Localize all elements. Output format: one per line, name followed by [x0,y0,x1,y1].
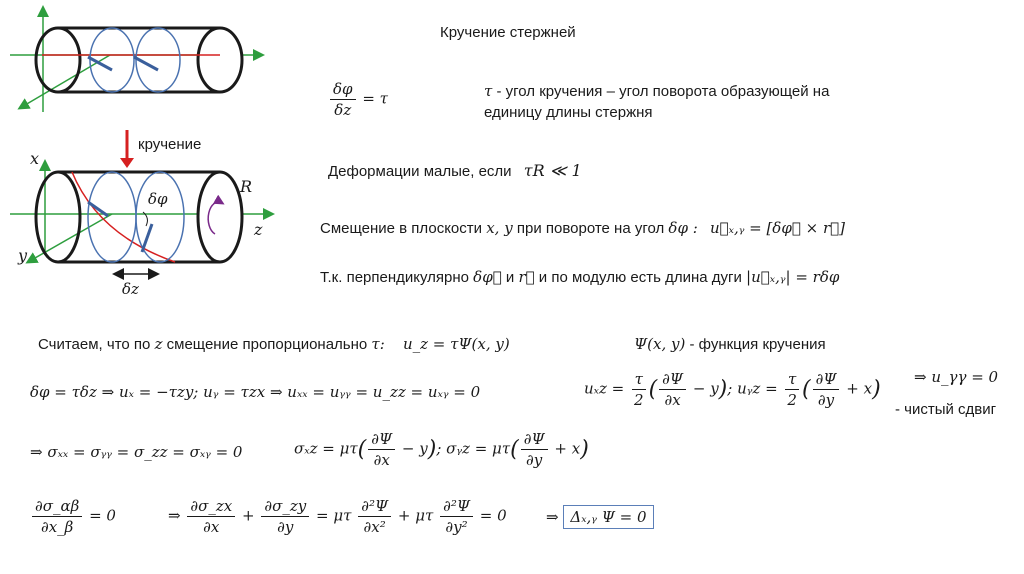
count-tau: τ: [371,335,385,353]
tau-half-den-2: 2 [787,391,797,409]
stress-zero-equations: ⇒ σₓₓ = σᵧᵧ = σ_zz = σₓᵧ = 0 [30,443,243,461]
perp-v2: r⃗ [518,268,535,286]
implies-1: ⇒ [168,506,181,525]
shift-text-a: Смещение в плоскости [320,220,483,237]
shear-stress-equations: σₓz = μτ( $\frac{\partial\Psi}{\partial x}$ − y); σᵧz = μτ( $\frac{\partial\Psi}{\partial y}$ + x) [294,430,589,469]
laplace-box: Δₓ,ᵧ Ψ = 0 [563,505,653,529]
axis-z-label: z [254,220,263,239]
eq1-den: δz [334,101,352,119]
plus-sign: + [242,506,255,525]
shift-angle: δφ : [668,219,698,237]
eq-zero: = 0 [479,506,507,525]
count-formula: u_z = τΨ(x, y) [402,335,510,353]
sxz-dx: ∂x [373,451,390,469]
d2psi-num-x: ∂²Ψ [358,497,391,517]
count-z: z [154,335,163,353]
count-text-b: смещение пропорционально [166,336,368,353]
torsion-function-def [634,335,826,354]
tau-half-num: τ [632,370,646,390]
d2y-den: ∂y² [445,518,468,536]
dpsi-num-2: ∂Ψ [813,370,840,390]
d2x-den: ∂x² [363,518,386,536]
shear-strain-equations: uₓz = $\frac{\tau}{2}$ ( $\frac{\partial\Psi}{\partial x}$ − y); uᵧz = $\frac{\tau}{2}$ ( $\frac{\partial\Psi}{\partial y}$ + x) [584,370,881,409]
radius-label: R [240,177,253,196]
dpsi-dx: ∂x [664,391,681,409]
szx-num: ∂σ_zx [187,497,235,517]
eq1-num: δφ [330,80,356,100]
stress-divergence-equation [168,497,507,536]
shift-vars: x, y [486,219,513,237]
dz-label: δz [122,280,139,298]
cylinder-top [10,8,262,112]
syz-dy: ∂y [526,451,543,469]
page-title: Кручение стержней [440,24,576,41]
torsion-label: кручение [138,136,202,153]
twist-rate-equation [328,80,388,119]
d2psi-num-y: ∂²Ψ [440,497,473,517]
perp-and: и [505,269,515,286]
dpsi-num: ∂Ψ [659,370,686,390]
shift-text-b: при повороте на угол [516,220,665,237]
minus-y: − y [692,379,719,398]
perp-v1: δφ⃗ [473,268,502,286]
syz-plus-x: + x [554,439,581,458]
shift-formula: u⃗ₓ,ᵧ = [δφ⃗ × r⃗] [709,219,845,237]
equil-eq: = 0 [89,506,116,525]
psi-symbol: Ψ(x, y) [634,335,686,353]
sxz-dpsi-num: ∂Ψ [368,430,395,450]
psi-def: - функция кручения [689,336,826,353]
axis-y-label: y [18,246,28,265]
sxz-label: σₓz = μτ [294,439,358,458]
uxz-label: uₓz = [584,379,625,398]
perp-formula: |u⃗ₓ,ᵧ| = rδφ [746,268,840,286]
deform-text: Деформации малые, если [328,163,512,180]
equil-num: ∂σ_αβ [32,497,82,517]
uyz-label: ; uᵧz = [727,379,778,398]
displacement-statement [320,219,845,238]
count-text-a: Считаем, что по [38,336,151,353]
tau-half-num-2: τ [785,370,799,390]
tau-def-line2: единицу длины стержня [484,104,653,121]
tau-symbol: τ [484,82,493,100]
tau-definition [484,82,829,101]
plus-mu-tau: + μτ [397,506,434,525]
perpendicular-statement [320,268,839,287]
torsion-function-statement [38,335,510,354]
szy-num: ∂σ_zy [261,497,309,517]
tau-def-line1: - угол кручения – угол поворота образующей на [496,83,830,100]
tau-half-den: 2 [634,391,644,409]
equilibrium-equation [30,497,116,536]
deform-formula: τR ≪ 1 [523,161,582,180]
strain-equations: δφ = τδz ⇒ uₓ = −τzy; uᵧ = τzx ⇒ uₓₓ = uᵧᵧ = u_zz = uₓᵧ = 0 [30,383,481,401]
perp-text-b: и по модулю есть длина дуги [538,269,742,286]
axis-x-label: x [30,149,40,168]
pure-shear-label: - чистый сдвиг [895,401,997,418]
eq-mu-tau: = μτ [316,506,352,525]
dphi-label: δφ [148,190,168,208]
plus-x: + x [846,379,873,398]
small-deformation-condition [328,162,582,181]
cylinder-bottom [10,162,272,274]
u-gamma-gamma: ⇒ u_γγ = 0 [914,368,999,386]
implies-2: ⇒ [546,508,559,526]
eq1-rhs: = τ [362,89,388,108]
syz-dpsi-num: ∂Ψ [521,430,548,450]
perp-text-a: Т.к. перпендикулярно [320,269,469,286]
szx-den: ∂x [203,518,220,536]
syz-label: ; σᵧz = μτ [436,439,511,458]
szy-den: ∂y [277,518,294,536]
equil-den: ∂x_β [40,518,74,536]
laplace-equation [546,508,654,526]
dpsi-dy: ∂y [817,391,835,409]
sxz-minus-y: − y [401,439,428,458]
